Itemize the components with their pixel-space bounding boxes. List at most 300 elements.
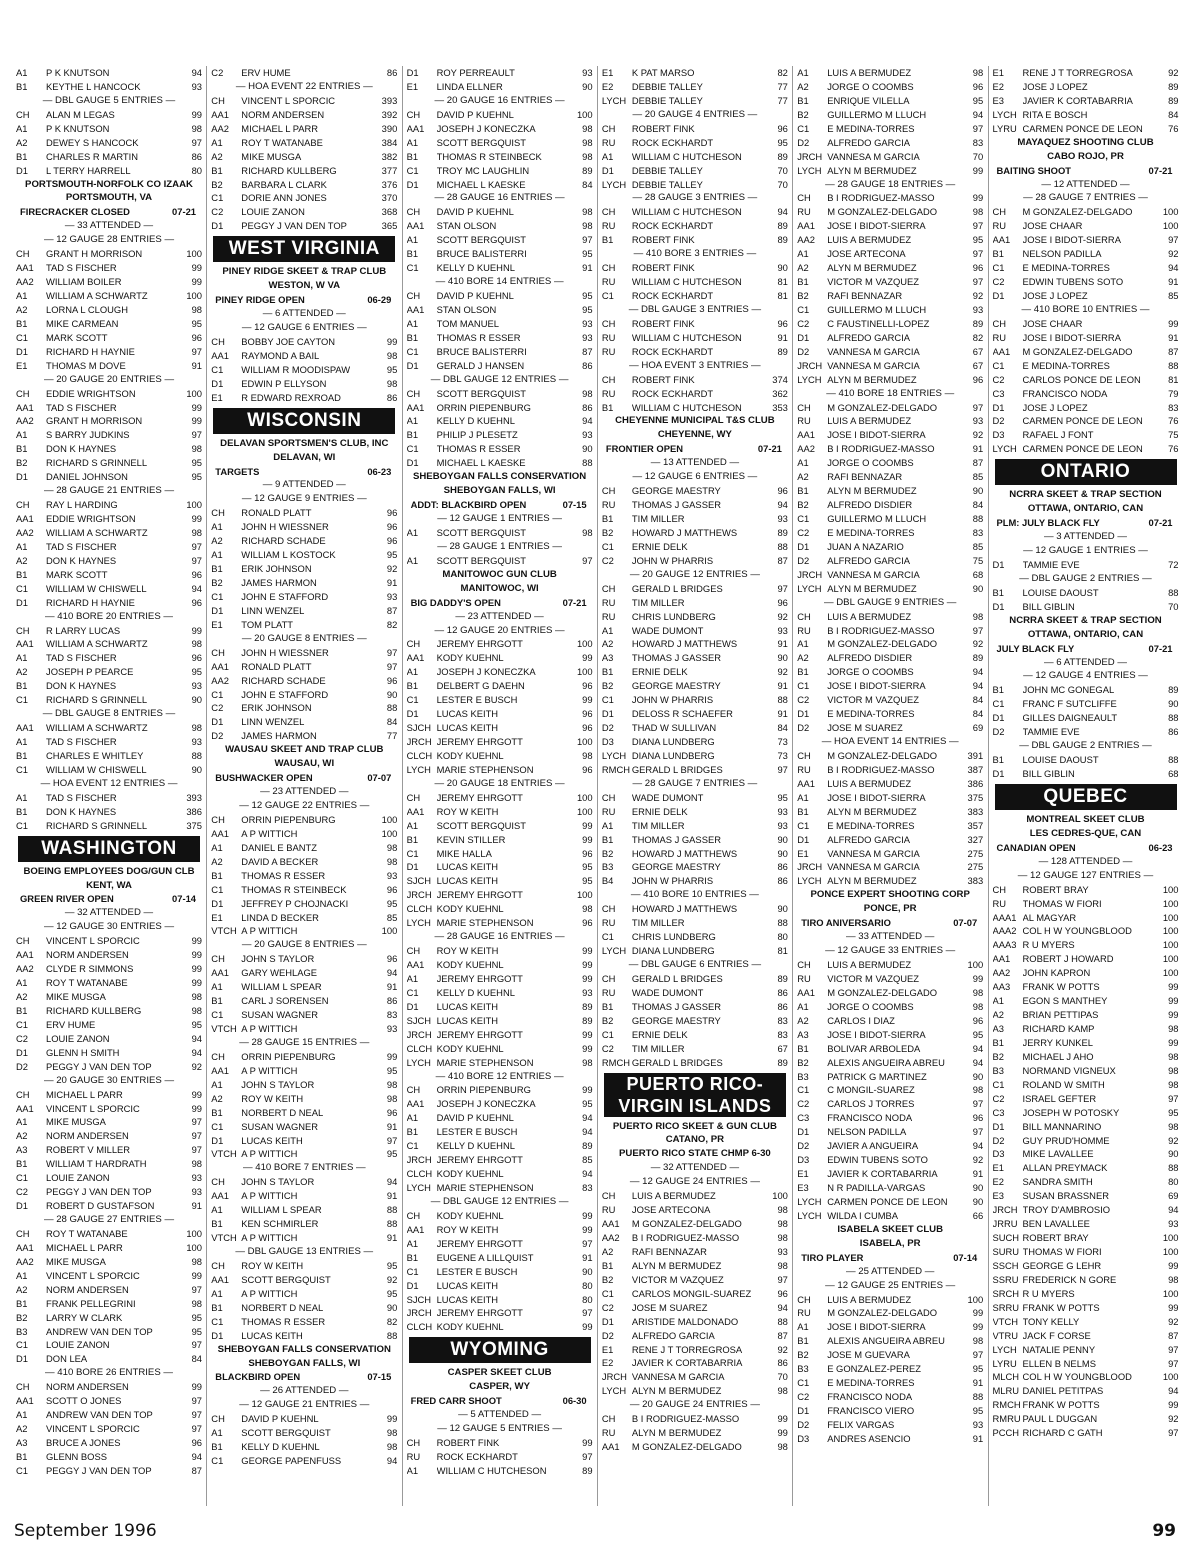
score: 95 — [777, 791, 788, 803]
class-code: LYRU — [992, 1357, 1017, 1369]
result-row — [16, 1380, 202, 1394]
result-row — [602, 1356, 788, 1370]
score: 368 — [381, 206, 398, 218]
score: 386 — [186, 805, 202, 817]
class-code: D2 — [211, 730, 224, 742]
club-heading: ISABELA SKEET CLUB — [837, 1223, 944, 1235]
score: 88 — [1168, 712, 1179, 724]
class-code: A1 — [601, 624, 614, 636]
result-row — [993, 1147, 1179, 1161]
result-row — [407, 874, 593, 888]
class-code: A3 — [992, 1023, 1004, 1034]
class-code: RU — [797, 1307, 811, 1319]
result-row — [407, 819, 593, 833]
score: 67 — [777, 1042, 788, 1054]
club-heading: SHEBOYGAN FALLS, WI — [443, 485, 556, 497]
class-code: AA1 — [406, 401, 425, 413]
shooter-name: ROBERT BRAY — [1022, 883, 1089, 895]
shooter-name: CARMEN PONCE DE LEON — [1022, 122, 1143, 134]
shooter-name: ROBERT BRAY — [1022, 1232, 1089, 1244]
shooter-name: E MEDINA-TORRES — [827, 708, 915, 720]
score: 76 — [1168, 415, 1179, 427]
shooter-name: DAVID A BECKER — [241, 855, 319, 867]
score: 96 — [386, 535, 398, 547]
class-code: E1 — [797, 847, 809, 859]
score: 386 — [967, 777, 984, 789]
result-row — [407, 679, 593, 693]
result-row — [993, 387, 1179, 401]
event-divider: — DBL GAUGE 2 ENTRIES — — [1019, 572, 1152, 584]
club-heading: MANITOWOC, WI — [460, 582, 539, 594]
score: 98 — [191, 443, 202, 455]
shooter-name: WILLIAM A SCHWARTZ — [46, 638, 148, 650]
shoot-name: FRONTIER OPEN — [605, 443, 683, 455]
score: 84 — [972, 499, 984, 511]
class-code: LYCH — [601, 749, 627, 761]
result-row — [211, 219, 397, 233]
score: 100 — [381, 925, 398, 937]
class-code: CH — [406, 206, 421, 218]
result-row — [407, 707, 593, 721]
class-code: B2 — [797, 1056, 809, 1068]
class-code: SJCH — [406, 722, 432, 734]
event-divider: — 28 GAUGE 21 ENTRIES — — [43, 485, 175, 497]
score: 99 — [386, 1050, 398, 1062]
class-code: C2 — [601, 1301, 614, 1313]
score: 81 — [777, 945, 788, 957]
result-row — [797, 94, 983, 108]
class-code: CH — [406, 791, 421, 803]
class-code: AA2 — [16, 276, 34, 288]
class-code: C2 — [992, 1092, 1005, 1104]
class-code: SUCH — [992, 1232, 1020, 1244]
class-code: CH — [601, 485, 616, 497]
shooter-name: MIKE LAVALLEE — [1022, 1148, 1094, 1160]
shoot-title — [407, 596, 593, 610]
class-code: RU — [601, 220, 616, 232]
result-row — [993, 261, 1179, 275]
score: 81 — [1168, 373, 1179, 385]
event-divider: — 28 GAUGE 18 ENTRIES — — [825, 178, 956, 190]
result-row — [211, 576, 397, 590]
class-code: LYCH — [797, 373, 822, 385]
result-row — [211, 674, 397, 688]
shooter-name: TAD S FISCHER — [46, 401, 117, 413]
score: 90 — [1168, 698, 1179, 710]
result-row — [407, 1139, 593, 1153]
result-row — [602, 693, 788, 707]
result-row — [797, 847, 983, 861]
shooter-name: MICHAEL J AHO — [1022, 1050, 1094, 1062]
result-row — [797, 150, 983, 164]
shooter-name: KELLY D KUEHNL — [436, 415, 515, 427]
result-row — [16, 1255, 202, 1269]
score: 376 — [381, 178, 398, 190]
class-code: VTRU — [992, 1329, 1019, 1341]
score: 94 — [386, 967, 398, 979]
result-row — [602, 1231, 788, 1245]
result-row — [407, 1097, 593, 1111]
class-code: CH — [16, 499, 30, 511]
score: 100 — [576, 638, 593, 650]
score: 96 — [386, 883, 398, 895]
score: 98 — [582, 903, 593, 915]
shoot-date: 07-21 — [1148, 517, 1173, 529]
class-code: B1 — [406, 833, 419, 845]
score: 96 — [972, 373, 984, 385]
class-code: AA1 — [16, 262, 34, 274]
shooter-name: B I RODRIGUEZ-MASSO — [827, 443, 935, 455]
result-row — [797, 317, 983, 331]
shooter-name: A P WITTICH — [241, 1148, 298, 1160]
result-row — [602, 275, 788, 289]
class-code: B1 — [406, 429, 419, 441]
shooter-name: WILDA I CUMBA — [827, 1209, 899, 1221]
score: 88 — [777, 1315, 788, 1327]
result-row — [407, 1111, 593, 1125]
result-row — [211, 150, 397, 164]
class-code: C2 — [601, 1042, 614, 1054]
shooter-name: ANDREW VAN DEN TOP — [46, 1325, 153, 1337]
shoot-date: 07-21 — [757, 443, 782, 455]
score: 97 — [972, 248, 984, 260]
class-code: A2 — [797, 471, 809, 483]
class-code: CH — [601, 373, 616, 385]
shooter-name: THOMAS J GASSER — [631, 499, 721, 511]
class-code: CH — [992, 206, 1007, 218]
class-code: C3 — [992, 1106, 1005, 1118]
score: 97 — [1168, 234, 1179, 246]
shooter-name: JOSEPH J KONECZKA — [436, 122, 536, 134]
class-code: CH — [601, 262, 616, 274]
event-divider: — 12 GAUGE 24 ENTRIES — — [629, 1176, 760, 1188]
state-banner: WYOMING — [409, 1337, 591, 1363]
class-code: A1 — [601, 150, 614, 162]
class-code: JRCH — [406, 889, 432, 901]
score: 86 — [582, 359, 593, 371]
class-code: A2 — [797, 80, 809, 92]
score: 97 — [191, 554, 202, 566]
score: 90 — [972, 1182, 984, 1193]
result-row — [211, 869, 397, 883]
club-heading: WAUSAU, WI — [274, 758, 335, 770]
result-row — [16, 456, 202, 470]
result-row — [211, 1301, 397, 1315]
shooter-name: VANNESA M GARCIA — [827, 847, 920, 859]
class-code: AA1 — [211, 1064, 230, 1076]
class-code: A1 — [211, 521, 223, 533]
score: 95 — [386, 363, 398, 375]
class-code: B1 — [797, 1335, 809, 1347]
class-code: E2 — [601, 80, 614, 92]
class-code: CLCH — [406, 1042, 433, 1054]
shooter-name: RICHARD SCHADE — [241, 674, 326, 686]
class-code: AA1 — [992, 953, 1011, 965]
shooter-name: ROBERT J HOWARD — [1022, 953, 1114, 965]
shooter-name: JOSE I BIDOT-SIERRA — [1022, 331, 1121, 343]
shooter-name: BILL GIBLIN — [1022, 768, 1075, 779]
class-code: SJCH — [406, 1293, 432, 1305]
shooter-name: COL H W YOUNGBLOOD — [1022, 925, 1132, 937]
class-code: CH — [601, 206, 616, 218]
class-code: AA1 — [797, 986, 815, 998]
class-code: E3 — [992, 94, 1004, 106]
shooter-name: WADE DUMONT — [631, 986, 704, 998]
club-heading: PORTSMOUTH, VA — [65, 192, 153, 204]
results-column — [16, 66, 202, 1506]
event-divider: — 410 BORE 10 ENTRIES — — [630, 889, 759, 901]
shooter-name: TROY D'AMBROSIO — [1022, 1204, 1111, 1216]
shooter-name: M GONZALEZ-DELGADO — [827, 1307, 938, 1319]
score: 96 — [191, 1437, 202, 1448]
event-divider: — HOA EVENT 14 ENTRIES — — [821, 736, 959, 747]
result-row — [993, 233, 1179, 247]
class-code: D1 — [406, 1000, 419, 1012]
class-code: AAA1 — [992, 911, 1017, 923]
shooter-name: VICTOR M VAZQUEZ — [827, 972, 920, 984]
event-divider: — 28 GAUGE 27 ENTRIES — — [43, 1214, 175, 1225]
shooter-name: DIANA LUNDBERG — [631, 749, 715, 761]
score: 87 — [972, 457, 984, 469]
class-code: D1 — [16, 596, 28, 608]
result-row — [602, 1042, 788, 1056]
class-code: AA2 — [16, 1255, 34, 1267]
result-row — [16, 1046, 202, 1060]
result-row — [993, 883, 1179, 897]
shoot-title — [211, 1370, 397, 1384]
event-divider: — 6 ATTENDED — — [262, 308, 346, 320]
class-code: C1 — [211, 1120, 224, 1132]
class-code: D1 — [406, 67, 419, 78]
result-row — [993, 924, 1179, 938]
shooter-name: ROY W KEITH — [436, 805, 499, 817]
score: 80 — [191, 164, 202, 176]
shooter-name: FRANCISCO NODA — [1022, 387, 1108, 399]
shooter-name: WILLIAM C HUTCHESON — [631, 331, 742, 343]
column-separator — [792, 66, 793, 1506]
result-row — [16, 624, 202, 638]
result-row — [993, 725, 1179, 739]
result-row — [211, 1134, 397, 1148]
shoot-name: BUSHWACKER OPEN — [215, 772, 313, 784]
shooter-name: CHRIS LUNDBERG — [631, 931, 716, 943]
score: 84 — [191, 1353, 202, 1365]
score: 100 — [576, 108, 593, 120]
result-row — [407, 1125, 593, 1139]
result-row — [797, 526, 983, 540]
class-code: SRCH — [992, 1287, 1020, 1299]
score: 98 — [582, 206, 593, 218]
class-code: CH — [211, 1050, 225, 1062]
result-row — [993, 1315, 1179, 1329]
class-code: B1 — [406, 1251, 419, 1263]
score: 89 — [777, 150, 788, 162]
score: 82 — [777, 67, 788, 78]
result-row — [993, 1231, 1179, 1245]
score: 97 — [1168, 1427, 1179, 1439]
score: 77 — [777, 94, 788, 106]
score: 90 — [582, 1265, 593, 1277]
class-code: A1 — [406, 666, 419, 678]
result-row — [16, 1436, 202, 1450]
score: 69 — [972, 722, 984, 734]
result-row — [797, 958, 983, 972]
score: 99 — [386, 335, 398, 347]
score: 99 — [972, 164, 984, 176]
shooter-name: VICTOR M VAZQUEZ — [631, 1273, 724, 1285]
shooter-name: GUILLERMO M LLUCH — [827, 303, 927, 315]
shooter-name: ALYN M BERMUDEZ — [631, 1427, 722, 1439]
result-row — [797, 763, 983, 777]
result-row — [602, 596, 788, 610]
result-row — [993, 1259, 1179, 1273]
shooter-name: DEBBIE TALLEY — [631, 178, 703, 190]
result-row — [797, 1390, 983, 1404]
score: 384 — [381, 136, 398, 148]
score: 95 — [972, 1405, 984, 1416]
score: 89 — [582, 1140, 593, 1152]
result-row — [16, 498, 202, 512]
result-row — [797, 1070, 983, 1084]
score: 70 — [777, 178, 788, 190]
class-code: CH — [992, 883, 1007, 895]
event-divider: — HOA EVENT 12 ENTRIES — — [40, 777, 178, 789]
score: 95 — [777, 136, 788, 148]
shooter-name: JAMES HARMON — [241, 577, 317, 588]
result-row — [797, 1320, 983, 1334]
shoot-title — [993, 516, 1179, 530]
shooter-name: NORM ANDERSEN — [46, 949, 129, 961]
class-code: CH — [211, 1259, 225, 1271]
result-row — [407, 401, 593, 415]
result-row — [407, 80, 593, 94]
score: 80 — [582, 1293, 593, 1305]
class-code: JRCH — [797, 568, 823, 580]
score: 94 — [972, 1042, 984, 1054]
shooter-name: ROY W KEITH — [241, 1259, 304, 1271]
result-row — [407, 847, 593, 861]
class-code: C1 — [797, 122, 810, 134]
event-divider: — 28 GAUGE 7 ENTRIES — — [632, 777, 758, 789]
class-code: A1 — [16, 67, 28, 78]
shooter-name: ALYN M BERMUDEZ — [827, 485, 917, 497]
class-code: D1 — [406, 708, 419, 720]
score: 100 — [967, 959, 984, 970]
shooter-name: GUILLERMO M LLUCH — [827, 108, 927, 120]
shooter-name: MARK SCOTT — [46, 568, 108, 580]
shoot-title — [407, 498, 593, 512]
shooter-name: JAVIER K CORTABARRIA — [631, 1357, 743, 1369]
score: 70 — [777, 1371, 788, 1383]
result-row — [16, 1115, 202, 1129]
shooter-name: RAFI BENNAZAR — [827, 471, 903, 483]
score: 94 — [1168, 1385, 1179, 1397]
result-row — [211, 1078, 397, 1092]
score: 97 — [972, 1098, 984, 1110]
class-code: A1 — [211, 841, 223, 853]
shooter-name: LESTER E BUSCH — [436, 1265, 518, 1277]
shooter-name: RAYMOND A BAIL — [241, 349, 320, 361]
score: 68 — [972, 568, 984, 580]
result-row — [993, 1287, 1179, 1301]
result-row — [211, 520, 397, 534]
class-code: C1 — [211, 1315, 224, 1327]
class-code: C1 — [406, 694, 419, 706]
class-code: A1 — [406, 554, 419, 566]
result-row — [797, 1125, 983, 1139]
class-code: E2 — [992, 80, 1004, 92]
result-row — [993, 122, 1179, 136]
result-row — [993, 1301, 1179, 1315]
score: 98 — [386, 855, 398, 867]
shooter-name: JOHN H WIESSNER — [241, 521, 329, 533]
shoot-title — [993, 164, 1179, 178]
shooter-name: GERALD L BRIDGES — [631, 582, 723, 594]
score: 70 — [972, 150, 984, 162]
class-code: D1 — [992, 712, 1005, 724]
result-row — [797, 986, 983, 1000]
shooter-name: JOSE I BIDOT-SIERRA — [827, 680, 926, 692]
shooter-name: THOMAS M DOVE — [46, 359, 126, 371]
result-row — [16, 401, 202, 415]
class-code: D3 — [601, 736, 614, 747]
score: 99 — [582, 819, 593, 831]
class-code: C1 — [797, 303, 810, 315]
result-row — [797, 1418, 983, 1432]
class-code: AA1 — [211, 967, 230, 979]
shoot-date: 07-21 — [1148, 164, 1173, 176]
shooter-name: PEGGY J VAN DEN TOP — [46, 1464, 152, 1476]
score: 98 — [582, 1056, 593, 1068]
shooter-name: NORBERT D NEAL — [241, 1106, 324, 1118]
class-code: AA1 — [16, 1395, 34, 1407]
shooter-name: WILLIAM A SCHWARTZ — [46, 526, 148, 538]
result-row — [797, 1083, 983, 1097]
score: 86 — [386, 995, 398, 1007]
result-row — [993, 205, 1179, 219]
shooter-name: MICHAEL L KAESKE — [436, 178, 526, 190]
score: 98 — [777, 1441, 788, 1453]
class-code: C1 — [992, 359, 1005, 371]
result-row — [993, 414, 1179, 428]
shoot-date: 07-21 — [562, 596, 587, 608]
score: 95 — [972, 94, 984, 106]
shooter-name: NELSON PADILLA — [1022, 248, 1102, 260]
result-row — [407, 1464, 593, 1478]
score: 99 — [191, 1269, 202, 1281]
class-code: A3 — [601, 652, 614, 664]
shooter-name: VANNESA M GARCIA — [827, 345, 920, 357]
result-row — [797, 1181, 983, 1195]
event-divider: — 5 ATTENDED — — [458, 1409, 542, 1421]
result-row — [211, 1147, 397, 1161]
score: 91 — [1168, 276, 1179, 288]
result-row — [797, 874, 983, 888]
class-code: CH — [406, 1084, 421, 1096]
shooter-name: KELLY D KUEHNL — [241, 1441, 320, 1453]
shooter-name: GRANT H MORRISON — [46, 415, 143, 427]
class-code: D3 — [797, 1154, 810, 1166]
class-code: CLCH — [406, 1321, 433, 1333]
class-code: RU — [601, 276, 616, 288]
class-code: D1 — [16, 471, 28, 483]
shooter-name: WILLIAM L SPEAR — [241, 1204, 322, 1216]
result-row — [602, 972, 788, 986]
result-row — [407, 972, 593, 986]
class-code: C2 — [797, 317, 810, 329]
class-code: CH — [797, 192, 811, 204]
result-row — [211, 534, 397, 548]
